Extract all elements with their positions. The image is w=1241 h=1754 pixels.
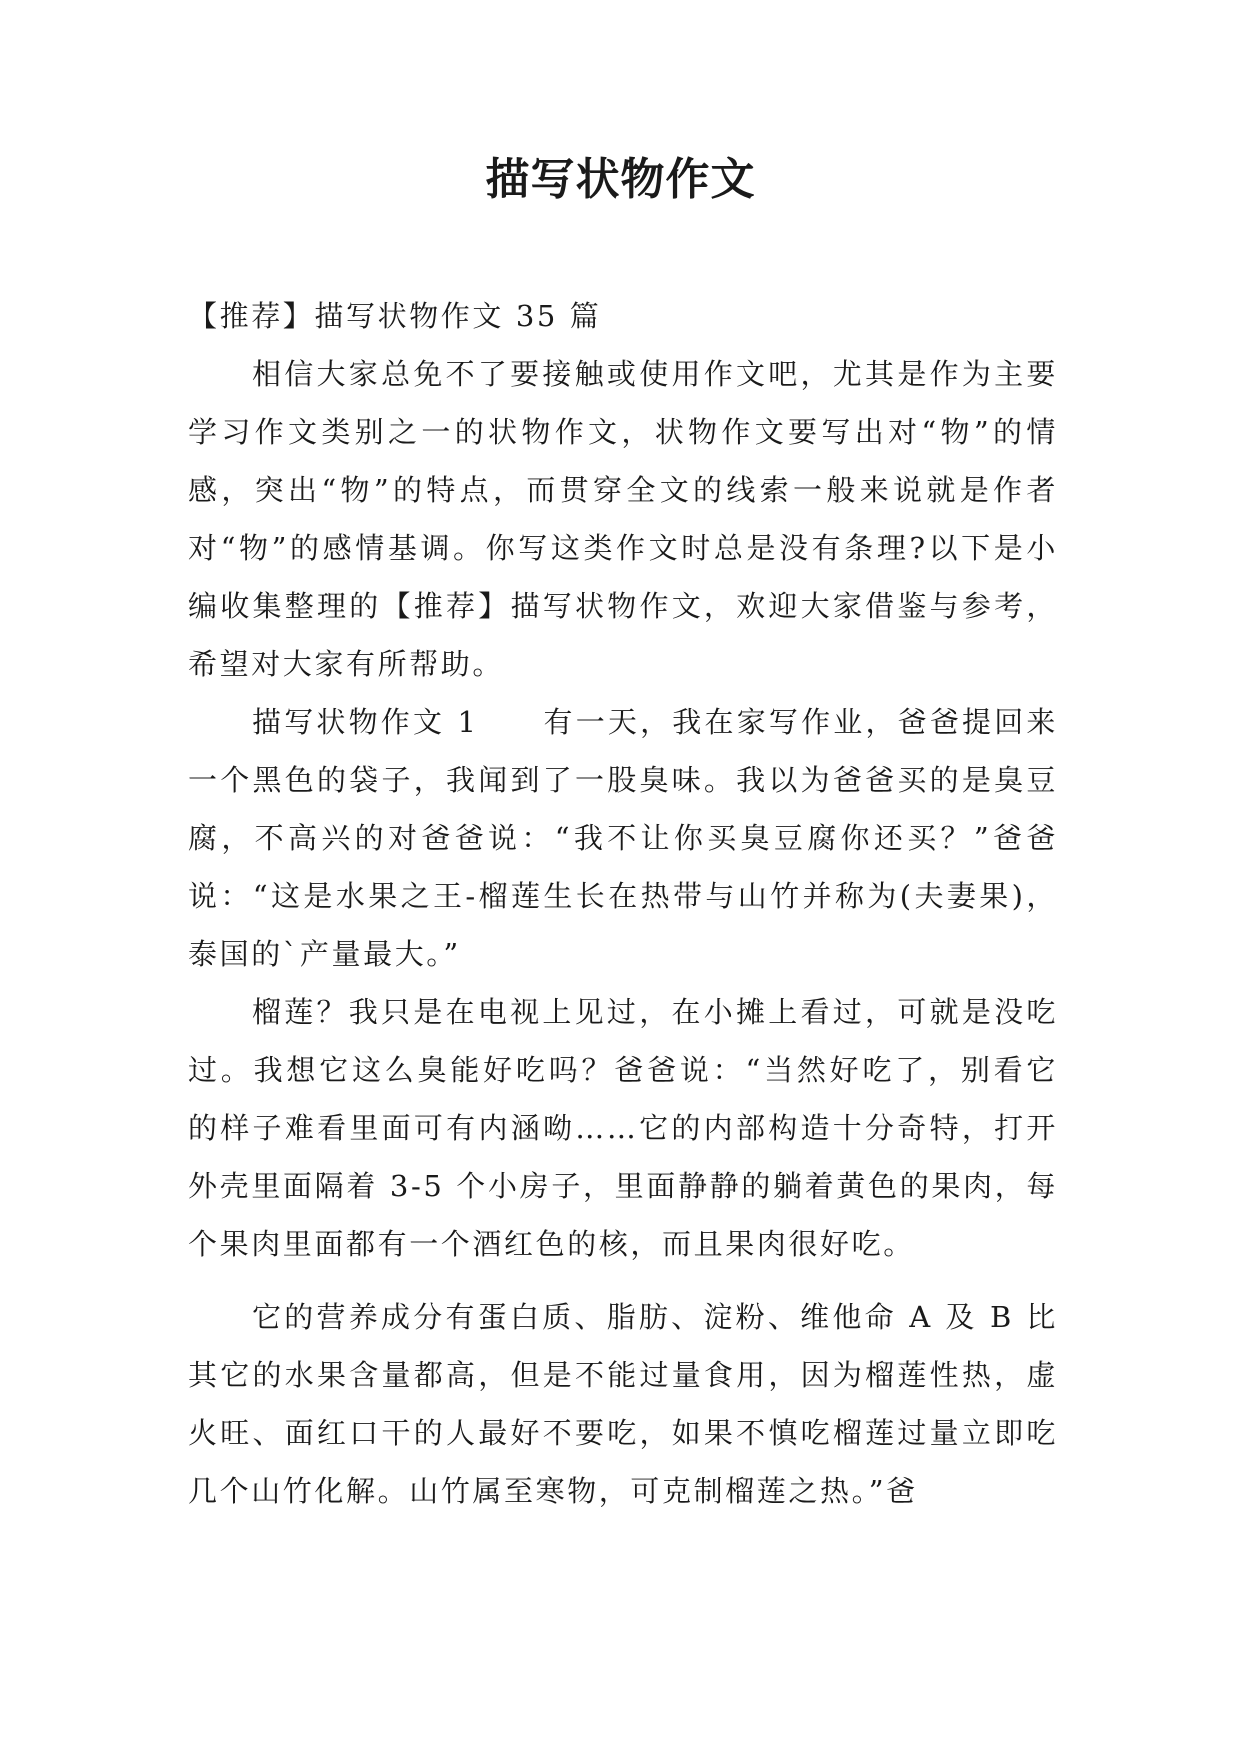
document-subtitle: 【推荐】描写状物作文 35 篇 xyxy=(188,299,602,333)
paragraph-essay-1: 描写状物作文 1 有一天，我在家写作业，爸爸提回来一个黑色的袋子，我闻到了一股臭味。我以为爸爸买的是臭豆腐，不高兴的对爸爸说：“我不让你买臭豆腐你还买？”爸爸说：“这是水果之王-榴莲生长在热带与山竹并称为(夫妻果)，泰国的`产量最大。” xyxy=(188,705,1058,971)
paragraph-durian-nutrition: 它的营养成分有蛋白质、脂肪、淀粉、维他命 A 及 B 比其它的水果含量都高，但是不能过量食用，因为榴莲性热，虚火旺、面红口干的人最好不要吃，如果不慎吃榴莲过量立即吃几个山竹化解。山竹属至寒物，可克制榴莲之热。”爸 xyxy=(188,1300,1058,1508)
paragraph-durian-inside: 榴莲？我只是在电视上见过，在小摊上看过，可就是没吃过。我想它这么臭能好吃吗？爸爸说：“当然好吃了，别看它的样子难看里面可有内涵呦……它的内部构造十分奇特，打开外壳里面隔着 3-5 个小房子，里面静静的躺着黄色的果肉，每个果肉里面都有一个酒红色的核，而且果肉很好吃。 xyxy=(188,995,1058,1261)
document-body xyxy=(188,287,1058,1520)
document-title: 描写状物作文 xyxy=(485,154,756,205)
paragraph-intro: 相信大家总免不了要接触或使用作文吧，尤其是作为主要学习作文类别之一的状物作文，状物作文要写出对“物”的情感，突出“物”的特点，而贯穿全文的线索一般来说就是作者对“物”的感情基调。你写这类作文时总是没有条理?以下是小编收集整理的【推荐】描写状物作文，欢迎大家借鉴与参考，希望对大家有所帮助。 xyxy=(188,357,1058,681)
